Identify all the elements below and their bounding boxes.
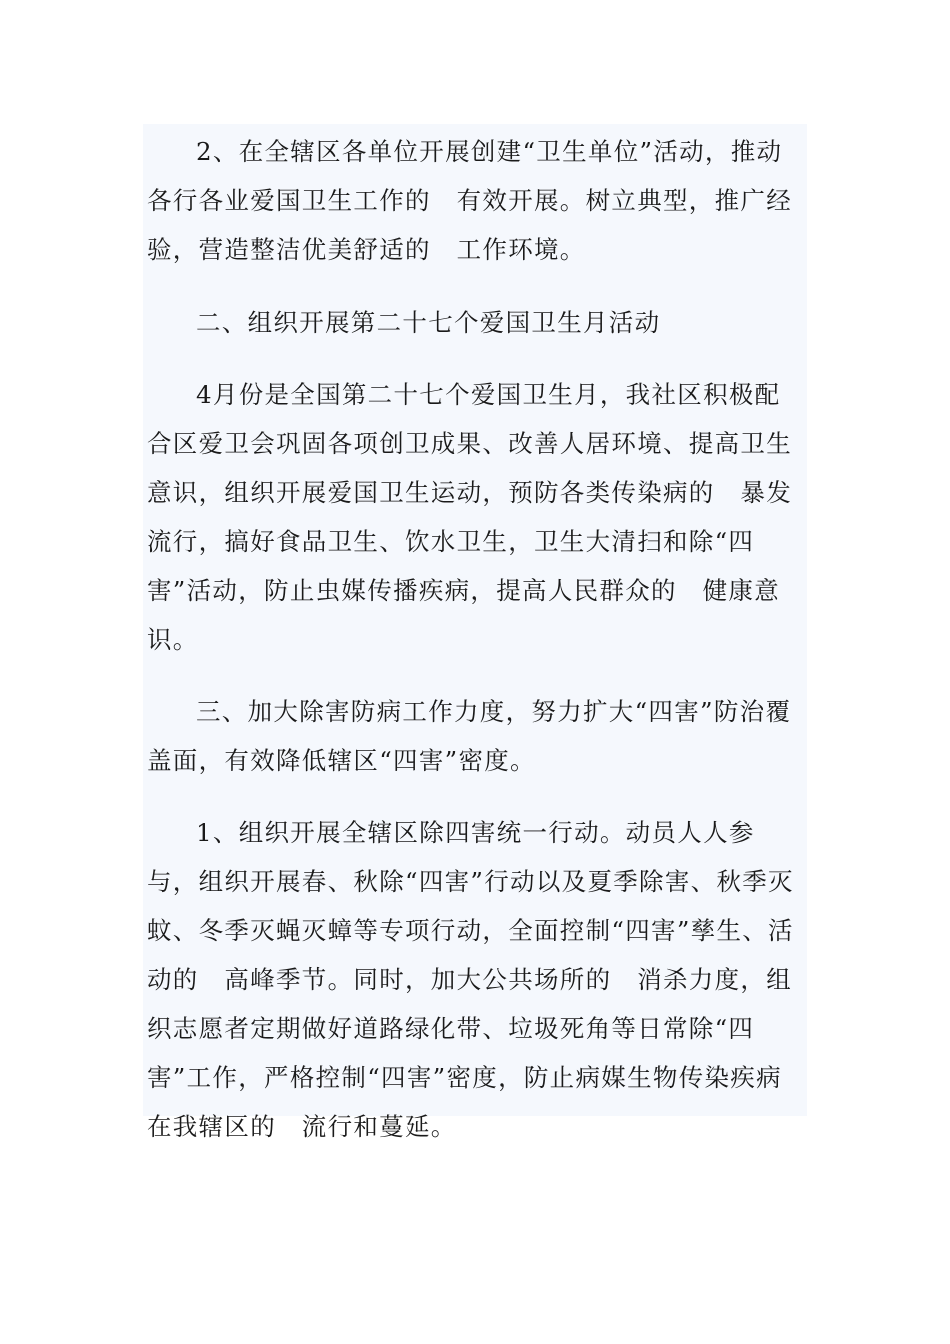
- paragraph-pest-control: 1、组织开展全辖区除四害统一行动。动员人人参与，组织开展春、秋除“四害”行动以及夏季除害、秋季灭蚊、冬季灭蝇灭蟑等专项行动，全面控制“四害”孳生、活动的 高峰季节。同时，加大公共场所的 消杀力度，组织志愿者定期做好道路绿化带、垃圾死角等日常除“四害”工作，严格控制“四害”密度，防止病媒生物传染疾病在我辖区的 流行和蔓延。: [147, 818, 794, 1141]
- section-heading-health-month: 二、组织开展第二十七个爱国卫生月活动: [196, 308, 661, 337]
- paragraph-health-unit: 2、在全辖区各单位开展创建“卫生单位”活动，推动各行各业爱国卫生工作的 有效开展。树立典型，推广经验，营造整洁优美舒适的 工作环境。: [147, 137, 792, 264]
- paragraph-health-month: 4月份是全国第二十七个爱国卫生月，我社区积极配合区爱卫会巩固各项创卫成果、改善人居环境、提高卫生意识，组织开展爱国卫生运动，预防各类传染病的 暴发流行，搞好食品卫生、饮水卫生，卫生大清扫和除“四害”活动，防止虫媒传播疾病，提高人民群众的 健康意识。: [147, 380, 792, 654]
- document-body: [143, 124, 807, 1141]
- section-heading-pest-control: 三、加大除害防病工作力度，努力扩大“四害”防治覆盖面，有效降低辖区“四害”密度。: [147, 697, 792, 775]
